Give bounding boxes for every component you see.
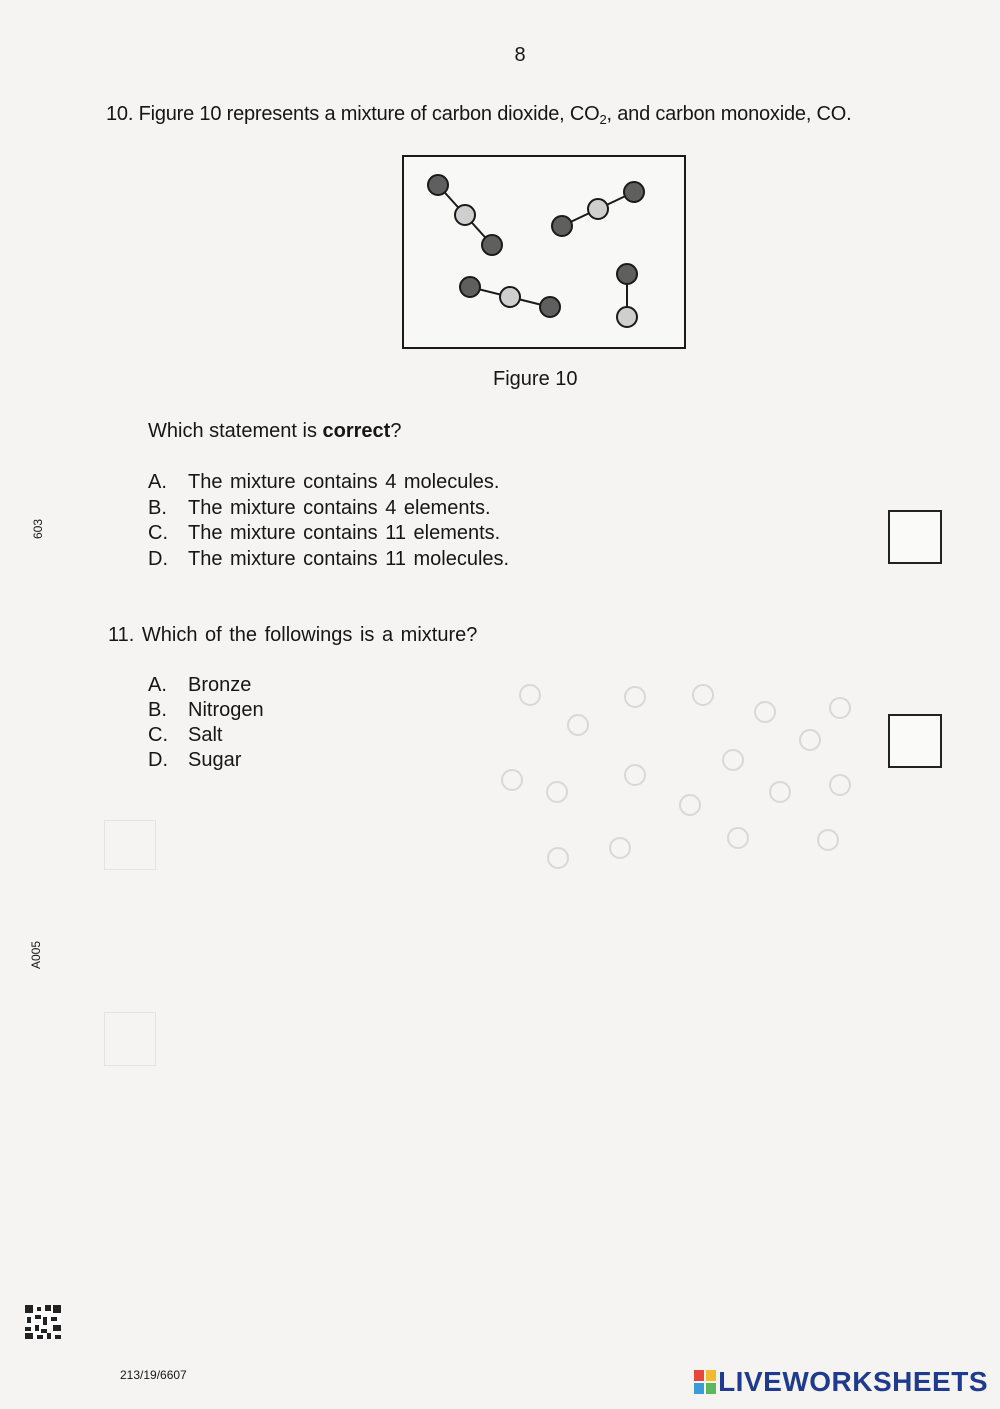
question-11-text: Which of the followings is a mixture? bbox=[141, 624, 478, 646]
question-11-title bbox=[108, 624, 477, 647]
ghost-circle bbox=[502, 770, 522, 790]
ghost-circle bbox=[830, 698, 850, 718]
question-10-stem bbox=[148, 420, 401, 443]
question-10-text-pre: Figure 10 represents a mixture of carbon dioxide, CO bbox=[138, 103, 600, 125]
q11-option-a bbox=[148, 674, 251, 697]
option-letter: A. bbox=[148, 471, 167, 493]
question-10-title bbox=[106, 103, 851, 127]
ghost-box bbox=[104, 820, 156, 870]
barcode-icon bbox=[25, 1305, 61, 1339]
option-text: The mixture contains 4 elements. bbox=[188, 497, 491, 519]
side-code-top: 603 bbox=[31, 518, 46, 540]
brand-name: LIVEWORKSHEETS bbox=[718, 1366, 988, 1397]
option-text: Salt bbox=[188, 724, 223, 746]
footer-code: 213/19/6607 bbox=[120, 1368, 187, 1382]
ghost-circle bbox=[770, 782, 790, 802]
carbon-atom bbox=[617, 264, 637, 284]
question-11-answer-box[interactable] bbox=[888, 714, 942, 768]
ghost-circle bbox=[728, 828, 748, 848]
liveworksheets-logo-icon bbox=[694, 1370, 716, 1394]
ghost-circle bbox=[818, 830, 838, 850]
carbon-atom bbox=[460, 277, 480, 297]
show-through-decoration bbox=[490, 670, 870, 880]
stem-emphasis: correct bbox=[322, 420, 391, 442]
option-text: Nitrogen bbox=[188, 699, 264, 721]
option-letter: A. bbox=[148, 674, 167, 696]
ghost-circle bbox=[625, 765, 645, 785]
stem-text: Which statement is bbox=[148, 420, 323, 442]
option-letter: C. bbox=[148, 724, 168, 746]
ghost-circle bbox=[755, 702, 775, 722]
option-text: The mixture contains 11 elements. bbox=[188, 522, 501, 544]
q11-option-c bbox=[148, 724, 222, 747]
oxygen-atom bbox=[455, 205, 475, 225]
option-letter: D. bbox=[148, 749, 168, 771]
q10-option-c bbox=[148, 522, 500, 545]
option-text: The mixture contains 4 molecules. bbox=[188, 471, 500, 493]
ghost-circle bbox=[610, 838, 630, 858]
ghost-circle bbox=[800, 730, 820, 750]
ghost-circle bbox=[693, 685, 713, 705]
q11-option-d bbox=[148, 749, 241, 772]
option-letter: B. bbox=[148, 497, 167, 519]
option-letter: D. bbox=[148, 548, 168, 570]
q10-option-d bbox=[148, 548, 509, 571]
question-10-subscript: 2 bbox=[599, 112, 607, 127]
ghost-circle bbox=[548, 848, 568, 868]
ghost-circle bbox=[568, 715, 588, 735]
ghost-circle bbox=[830, 775, 850, 795]
ghost-box bbox=[104, 1012, 156, 1066]
option-text: Sugar bbox=[188, 749, 242, 771]
page-number: 8 bbox=[514, 44, 526, 66]
stem-end: ? bbox=[390, 420, 402, 442]
ghost-circle bbox=[520, 685, 540, 705]
ghost-circle bbox=[547, 782, 567, 802]
oxygen-atom bbox=[500, 287, 520, 307]
ghost-circle bbox=[625, 687, 645, 707]
carbon-atom bbox=[540, 297, 560, 317]
figure-caption: Figure 10 bbox=[493, 368, 578, 390]
ghost-circle bbox=[680, 795, 700, 815]
figure-10-diagram bbox=[402, 155, 686, 349]
option-text: Bronze bbox=[188, 674, 252, 696]
carbon-atom bbox=[428, 175, 448, 195]
oxygen-atom bbox=[617, 307, 637, 327]
q10-option-b bbox=[148, 497, 491, 520]
molecule-illustration bbox=[404, 157, 684, 347]
oxygen-atom bbox=[588, 199, 608, 219]
option-letter: B. bbox=[148, 699, 167, 721]
side-code-bottom: A005 bbox=[29, 940, 44, 970]
question-10-answer-box[interactable] bbox=[888, 510, 942, 564]
ghost-circle bbox=[723, 750, 743, 770]
q10-option-a bbox=[148, 471, 499, 494]
q11-option-b bbox=[148, 699, 264, 722]
question-10-number: 10. bbox=[106, 103, 134, 125]
carbon-atom bbox=[624, 182, 644, 202]
carbon-atom bbox=[552, 216, 572, 236]
option-text: The mixture contains 11 molecules. bbox=[188, 548, 510, 570]
carbon-atom bbox=[482, 235, 502, 255]
question-10-text-post: , and carbon monoxide, CO. bbox=[606, 103, 852, 125]
brand-watermark bbox=[694, 1366, 988, 1398]
option-letter: C. bbox=[148, 522, 168, 544]
question-11-number: 11. bbox=[108, 624, 135, 646]
